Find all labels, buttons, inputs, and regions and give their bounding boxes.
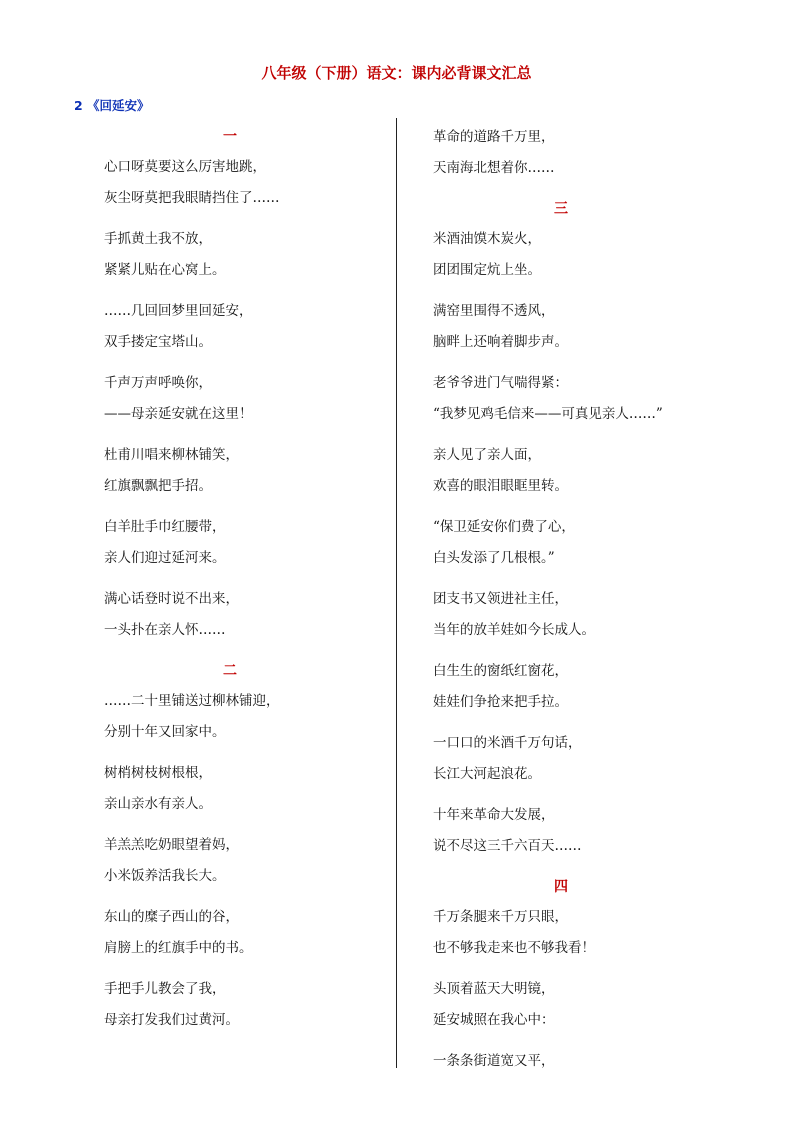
stanza [433,902,703,964]
poem-line: 米酒油馍木炭火， [433,231,541,247]
right-column [433,122,703,1087]
left-column [104,122,374,1046]
poem-line: 满窑里围得不透风， [433,303,555,319]
poem-line: 肩膀上的红旗手中的书。 [104,940,253,956]
poem-line: 红旗飘飘把手招。 [104,478,212,494]
stanza [104,974,374,1036]
poem-line: ——母亲延安就在这里！ [104,406,253,422]
lesson-title: 2 《回延安》 [74,98,150,113]
stanza [104,758,374,820]
poem-line: 头顶着蓝天大明镜， [433,981,555,997]
stanza [104,584,374,646]
stanza [433,224,703,286]
poem-line: ……几回回梦里回延安， [104,303,253,319]
stanza [433,974,703,1036]
poem-line: 脑畔上还响着脚步声。 [433,334,568,350]
poem-line: 欢喜的眼泪眼眶里转。 [433,478,568,494]
poem-line: 手抓黄土我不放， [104,231,212,247]
page-title: 八年级（下册）语文：课内必背课文汇总 [261,64,532,82]
poem-line: 心口呀莫要这么厉害地跳， [104,159,266,175]
poem-line: 天南海北想着你…… [433,160,555,176]
poem-line: 亲人们迎过延河来。 [104,550,226,566]
poem-line: 团团围定炕上坐。 [433,262,541,278]
stanza [433,122,703,184]
section-heading: 二 [223,663,237,679]
poem-line: 长江大河起浪花。 [433,766,541,782]
poem-line: 团支书又领进社主任， [433,591,568,607]
poem-line: 母亲打发我们过黄河。 [104,1012,239,1028]
stanza [433,656,703,718]
section-heading: 一 [223,129,237,145]
poem-line: 白头发添了几根根。” [433,550,555,566]
poem-line: 杜甫川唱来柳林铺笑， [104,447,239,463]
poem-line: 白羊肚手巾红腰带， [104,519,226,535]
poem-line: 延安城照在我心中： [433,1012,555,1028]
stanza [104,224,374,286]
stanza [104,512,374,574]
section-heading: 四 [554,879,568,895]
stanza [104,152,374,214]
stanza [104,902,374,964]
stanza [104,440,374,502]
stanza [433,512,703,574]
poem-line: 树梢树枝树根根， [104,765,212,781]
poem-line: “我梦见鸡毛信来——可真见亲人……” [433,406,663,422]
stanza [104,368,374,430]
poem-line: ……二十里铺送过柳林铺迎， [104,693,280,709]
poem-line: 手把手儿教会了我， [104,981,226,997]
column-divider [396,118,397,1068]
stanza [433,368,703,430]
poem-line: 娃娃们争抢来把手拉。 [433,694,568,710]
poem-line: 当年的放羊娃如今长成人。 [433,622,595,638]
section-heading: 三 [554,201,568,217]
poem-line: 千万条腿来千万只眼， [433,909,568,925]
stanza [104,686,374,748]
poem-line: 白生生的窗纸红窗花， [433,663,568,679]
stanza [433,800,703,862]
poem-line: 满心话登时说不出来， [104,591,239,607]
poem-line: 一口口的米酒千万句话， [433,735,582,751]
stanza [433,584,703,646]
stanza [104,296,374,358]
poem-line: 也不够我走来也不够我看！ [433,940,595,956]
stanza [433,440,703,502]
poem-line: 双手搂定宝塔山。 [104,334,212,350]
stanza [433,1046,703,1077]
poem-line: 羊羔羔吃奶眼望着妈， [104,837,239,853]
poem-line: 说不尽这三千六百天…… [433,838,582,854]
stanza [104,830,374,892]
poem-line: 一条条街道宽又平， [433,1053,555,1069]
poem-line: 分别十年又回家中。 [104,724,226,740]
poem-line: 老爷爷进门气喘得紧： [433,375,568,391]
poem-line: 一头扑在亲人怀…… [104,622,226,638]
poem-line: 亲人见了亲人面， [433,447,541,463]
poem-line: 革命的道路千万里， [433,129,555,145]
poem-line: 十年来革命大发展， [433,807,555,823]
poem-line: 亲山亲水有亲人。 [104,796,212,812]
poem-line: 灰尘呀莫把我眼睛挡住了…… [104,190,280,206]
poem-line: 紧紧儿贴在心窝上。 [104,262,226,278]
poem-line: 千声万声呼唤你， [104,375,212,391]
poem-line: “保卫延安你们费了心， [433,519,575,535]
poem-line: 东山的糜子西山的谷， [104,909,239,925]
poem-line: 小米饭养活我长大。 [104,868,226,884]
stanza [433,728,703,790]
stanza [433,296,703,358]
